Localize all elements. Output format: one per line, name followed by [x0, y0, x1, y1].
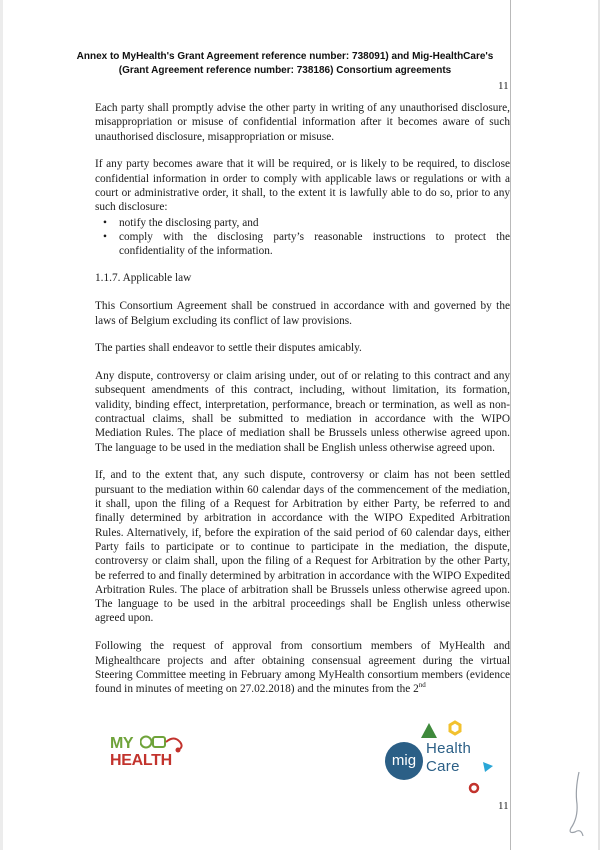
- paragraph-mediation: Any dispute, controversy or claim arising under, out of or relating to this contract and any subsequent amendments of this contract, including, without limitation, its formation, validity, binding effect, interpretation, performance, breach or termination, as well as non-contractual claims, shall be submitted to mediation in accordance with the WIPO Mediation Rules. The place of mediation shall be Brussels unless otherwise agreed upon. The language to be used in the mediation shall be English unless otherwise agreed upon.: [95, 370, 510, 454]
- page-number-bottom: 11: [498, 800, 509, 812]
- ordinal-superscript: nd: [418, 681, 426, 690]
- mig-badge: mig: [385, 742, 423, 780]
- header-line-2: (Grant Agreement reference number: 738186) Consortium agreements: [118, 65, 452, 76]
- mig-logo-health: Health: [426, 740, 472, 757]
- mig-logo-care: Care: [426, 758, 460, 775]
- list-item: • notify the disclosing party, and: [119, 216, 510, 230]
- document-header: [60, 50, 510, 78]
- list-item: • comply with the disclosing party’s reasonable instructions to protect the confidentiality of the information.: [119, 230, 510, 259]
- paragraph-arbitration: If, and to the extent that, any such dispute, controversy or claim has not been settled pursuant to the mediation within 60 calendar days of the commencement of the mediation, it shall, upon the filing of a Request for Arbitration by either Party, be referred to and finally determined by arbitration in accordance with the WIPO Expedited Arbitration Rules. Alternatively, if, before the expiration of the said period of 60 calendar days, either Party fails to participate or to continue to participate in the mediation, the dispute, controversy or claim shall, upon the filing of a Request for Arbitration by the other Party, be referred to and finally determined by arbitration in accordance with the WIPO Expedited Arbitration Rules. The place of arbitration shall be Brussels unless otherwise agreed upon. The language to be used in the arbitral proceedings shall be English unless otherwise agreed upon.: [95, 469, 510, 625]
- scan-margin-line: [510, 0, 511, 850]
- handwritten-pen-mark: [565, 770, 595, 840]
- scan-edge-left: [0, 0, 3, 850]
- document-body: [95, 101, 510, 710]
- myhealth-logo: [110, 733, 190, 773]
- approval-text: Following the request of approval from consortium members of MyHealth and Mighealthcare projects and after obtaining consensual agreement during the virtual Steering Committee meeting in February among MyHealth consortium members (evidence found in minutes of meeting on 27.02.2018) and the minutes from the 2: [95, 640, 510, 696]
- paragraph-legal-disclosure: If any party becomes aware that it will be required, or is likely to be required, to disclose confidential information in order to comply with applicable laws or regulations or with a court or administrative order, it shall, to the extent it is lawfully able to do so, prior to any such disclosure:: [95, 158, 510, 214]
- header-line-1: Annex to MyHealth's Grant Agreement reference number: 738091) and Mig-HealthCare's: [76, 51, 494, 62]
- page-number-top: 11: [498, 80, 509, 92]
- disclosure-obligations-list: [95, 216, 510, 259]
- myhealth-logo-my: MY: [110, 735, 133, 752]
- paragraph-amicable-settlement: The parties shall endeavor to settle their disputes amicably.: [95, 342, 362, 355]
- paragraph-governing-law: This Consortium Agreement shall be construed in accordance with and governed by the laws of Belgium excluding its conflict of law provisions.: [95, 300, 510, 327]
- mighealthcare-logo: [385, 720, 505, 805]
- paragraph-approval: [95, 639, 510, 696]
- myhealth-logo-health: HEALTH: [110, 752, 172, 769]
- section-heading: 1.1.7. Applicable law: [95, 272, 192, 285]
- paragraph-disclosure-notice: Each party shall promptly advise the other party in writing of any unauthorised disclosure, misappropriation or misuse of confidential information after it becomes aware of such unauthorised disclosure, misappropriation or misuse.: [95, 102, 510, 143]
